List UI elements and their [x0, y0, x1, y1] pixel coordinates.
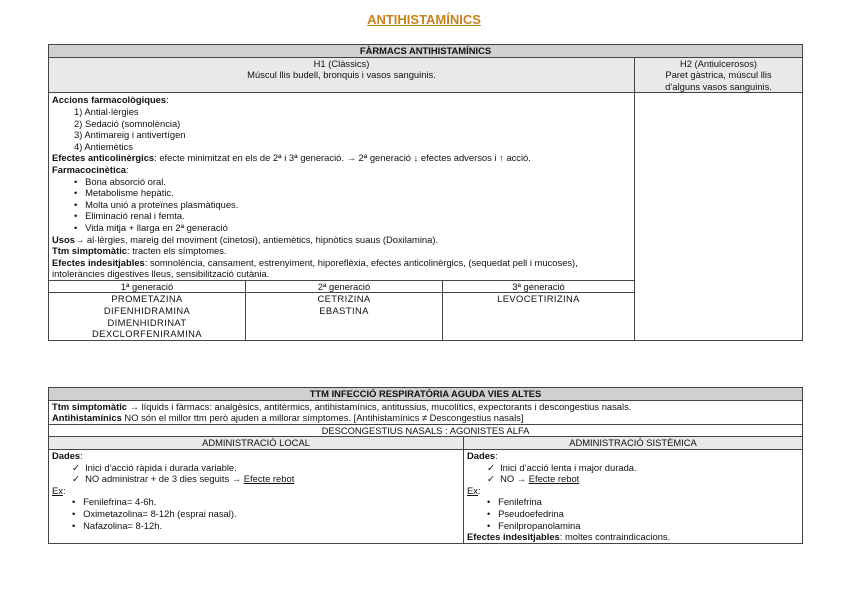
h1-title: H1 (Clàssics)	[313, 57, 370, 69]
example-item: • Pseudoefedrina	[487, 507, 564, 519]
ttm2-text: → líquids i fàrmacs: analgèsics, antitèrmics, antihistamínics, antitussius, mucolítics, expectorants i descongestius nasals.	[127, 400, 632, 412]
usos-label: Usos	[52, 233, 75, 245]
h1-header-cell	[49, 57, 635, 93]
example-item: • Nafazolina= 8-12h.	[72, 519, 163, 531]
example-item: • Fenilpropanolamina	[487, 519, 581, 531]
drug-item: PROMETAZINA	[111, 293, 183, 305]
antihist-label: Antihistamínics	[52, 412, 122, 424]
drug-item: DIMENHIDRINAT	[107, 316, 187, 328]
h1-subtitle: Múscul llis budell, bronquis i vasos sanguinis.	[247, 69, 436, 81]
gen3-drugs	[443, 293, 635, 340]
check-item: ✓ Inici d’acció ràpida i durada variable.	[72, 461, 237, 473]
accio-item: 3) Antimareig i antivertígen	[74, 129, 186, 141]
table2-intro-cell	[49, 400, 803, 424]
ttm-label: Ttm simptomàtic	[52, 245, 128, 257]
farmacocinetica-item: • Vida mitja + llarga en 2ª generació	[74, 221, 228, 233]
h2-line1: Paret gàstrica, múscul llis	[665, 69, 772, 81]
local-ex-label: Ex	[52, 484, 63, 496]
sistemica-ex-label: Ex	[467, 484, 478, 496]
check-item: ✓ NO administrar + de 3 dies seguits → Efecte rebot	[72, 473, 295, 485]
accions-list	[52, 106, 631, 152]
h2-line2: d’alguns vasos sanguinis.	[665, 80, 772, 92]
accio-item: 1) Antial·lèrgies	[74, 105, 139, 117]
farmacocinetica-list	[52, 176, 631, 234]
antihist-text: NO són el millor ttm però ajuden a millorar símptomes. [Antihistamínics ≠ Descongestius nasals]	[121, 412, 524, 424]
drug-item: DEXCLORFENIRAMINA	[92, 328, 202, 340]
farmacs-antihistaminics-table	[48, 44, 803, 341]
ttm2-label: Ttm simptomàtic	[52, 400, 128, 412]
gen1-header: 1ª generació	[49, 280, 246, 293]
gen1-drugs	[49, 293, 246, 340]
sistemica-indesitjables-text: : moltes contraindicacions.	[559, 531, 671, 543]
efecte-rebot-link: Efecte rebot	[243, 473, 295, 485]
check-item: ✓ Inici d’acció lenta i major durada.	[487, 461, 637, 473]
sistemica-dades-label: Dades	[467, 449, 496, 461]
indesitjables-label: Efectes indesitjables	[52, 256, 145, 268]
sistemica-header: ADMINISTRACIÓ SISTÈMICA	[464, 437, 803, 450]
accio-item: 2) Sedació (somnolència)	[74, 117, 181, 129]
gen2-drugs	[246, 293, 443, 340]
ttm-infeccio-table	[48, 387, 803, 544]
table1-header: FÀRMACS ANTIHISTAMÍNICS	[49, 45, 803, 58]
local-dades-label: Dades	[52, 449, 81, 461]
descongestius-header: DESCONGESTIUS NASALS : AGONISTES ALFA	[49, 424, 803, 437]
usos-text: → al·lèrgies, mareig del moviment (cinetosi), antiemètics, hipnòtics suaus (Doxilamina).	[74, 233, 439, 245]
anticolinergics-label: Efectes anticolinèrgics	[52, 152, 155, 164]
local-header: ADMINISTRACIÓ LOCAL	[49, 437, 464, 450]
h2-body-cell	[635, 93, 803, 340]
farmacocinetica-item: • Molta unió a proteïnes plasmàtiques.	[74, 198, 239, 210]
h1-body-cell: Accions farmacològiques: 1) Antial·lèrgies 2) Sedació (somnolència) 3) Antimareig i antivertígen 4) Antiemètics Efectes anticolinèrgics: efecte minimitzat en els de 2ª i 3ª generació. → 2ª generació ↓ efectes adversos i ↑ acció. Farmacocinètica: • Bona absorció oral. • Metabolisme hepàtic. • Molta unió a proteïnes plasmàtiques. • Eliminació renal i femta. • Vida mitja + llarga en 2ª generació Usos→ al·lèrgies, mareig del moviment (cinetosi), antiemètics, hipnòtics suaus (Doxilamina). Ttm simptomàtic: tracten els símptomes. Efectes indesitjables: somnolència, cansament, estrenyiment, hiporeflèxia, efectes anticolinèrgics, (sequedat pell i mucoses), intoleràncies digestives lleus, sensibilització cutània.	[49, 93, 635, 281]
example-item: • Fenilefrina= 4-6h.	[72, 496, 157, 508]
anticolinergics-text: : efecte minimitzat en els de 2ª i 3ª generació. → 2ª generació ↓ efectes adversos i ↑ acció.	[154, 152, 531, 164]
farmacocinetica-item: • Eliminació renal i femta.	[74, 210, 185, 222]
table2-header: TTM INFECCIÓ RESPIRATÒRIA AGUDA VIES ALTES	[49, 388, 803, 401]
farmacocinetica-label: Farmacocinètica	[52, 163, 126, 175]
farmacocinetica-item: • Bona absorció oral.	[74, 175, 166, 187]
efecte-rebot-link: Efecte rebot	[528, 473, 580, 485]
page-title: ANTIHISTAMÍNICS	[367, 12, 481, 27]
sistemica-indesitjables-label: Efectes indesitjables	[467, 531, 560, 543]
h2-header-cell	[635, 57, 803, 93]
local-cell: Dades: ✓ Inici d’acció ràpida i durada variable. ✓ NO administrar + de 3 dies seguits → Efecte rebot Ex: • Fenilefrina= 4-6h. • Oximetazolina= 8-12h (esprai nasal). • Nafazolina= 8-12h.	[49, 449, 464, 543]
drug-item: DIFENHIDRAMINA	[103, 305, 191, 317]
example-item: • Fenilefrina	[487, 496, 542, 508]
check-item: ✓ NO → Efecte rebot	[487, 473, 580, 485]
drug-item: EBASTINA	[319, 305, 369, 317]
sistemica-cell: Dades: ✓ Inici d’acció lenta i major durada. ✓ NO → Efecte rebot Ex: • Fenilefrina • Pseudoefedrina • Fenilpropanolamina Efectes indesitjables: moltes contraindicacions.	[464, 449, 803, 543]
farmacocinetica-item: • Metabolisme hepàtic.	[74, 187, 174, 199]
accions-label: Accions farmacològiques	[52, 94, 167, 106]
ttm-text: : tracten els símptomes.	[127, 245, 227, 257]
indesitjables-text: : somnolència, cansament, estrenyiment, hiporeflèxia, efectes anticolinèrgics, (sequedat pell i mucoses), intoleràncies digestives lleus, sensibilització cutània.	[52, 256, 578, 280]
h2-title: H2 (Antiulcerosos)	[679, 57, 758, 69]
example-item: • Oximetazolina= 8-12h (esprai nasal).	[72, 507, 237, 519]
drug-item: CETRIZINA	[317, 293, 371, 305]
gen3-header: 3ª generació	[443, 280, 635, 293]
accio-item: 4) Antiemètics	[74, 140, 133, 152]
drug-item: LEVOCETIRIZINA	[497, 293, 580, 305]
gen2-header: 2ª generació	[246, 280, 443, 293]
